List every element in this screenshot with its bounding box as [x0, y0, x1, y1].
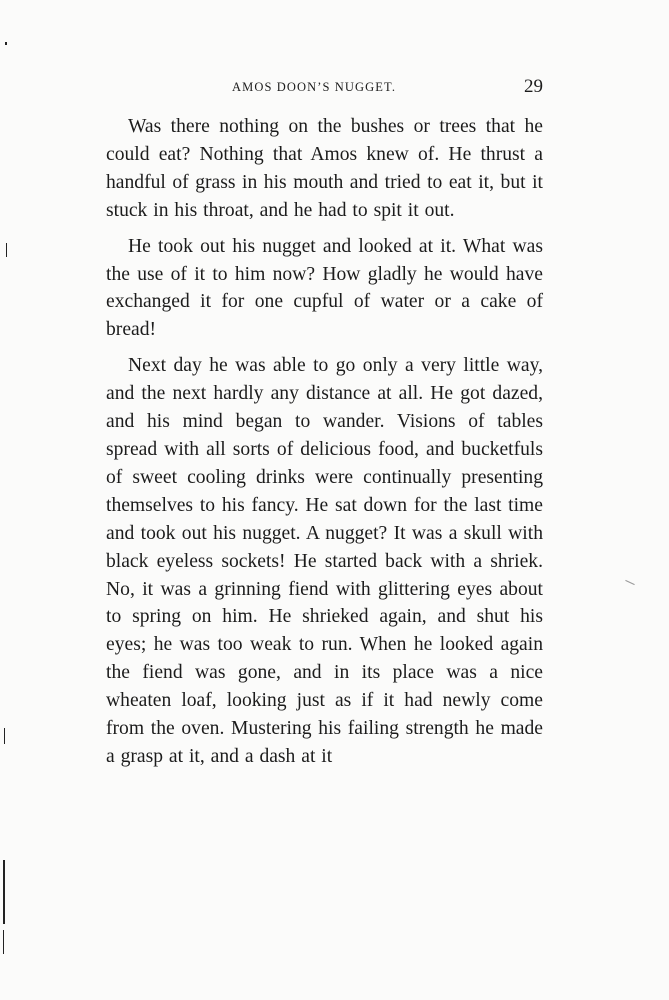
- scan-mark: [3, 930, 4, 954]
- page-header: [106, 76, 543, 104]
- paragraph-2: He took out his nugget and looked at it. What was the use of it to him now? How gladly he would have exchanged it for one cupful of water or a cake of bread!: [106, 235, 543, 341]
- paragraph-1: Was there nothing on the bushes or trees that he could eat? Nothing that Amos knew of. He thrust a handful of grass in his mouth and tried to eat it, but it stuck in his throat, and he had to spit it out.: [106, 116, 543, 221]
- page-number: 29: [524, 76, 543, 97]
- paragraph-3: Next day he was able to go only a very little way, and the next hardly any distance at all. He got dazed, and his mind began to wander. Visions of tables spread with all sorts of delicious food, and bucketfuls of sweet cooling drinks were continually presenting themselves to his fancy. He sat down for the last time and took out his nugget. A nugget? It was a skull with black eyeless sockets! He started back with a shriek. No, it was a grinning fiend with glittering eyes about to spring on him. He shrieked again, and shut his eyes; he was too weak to run. When he looked again the fiend was gone, and in its place was a nice wheaten loaf, looking just as if it had newly come from the oven. Mustering his failing strength he made a grasp at it, and a dash at it: [106, 355, 543, 767]
- scan-mark: [4, 728, 5, 744]
- scan-mark: [6, 243, 7, 257]
- scan-mark: [3, 860, 5, 924]
- scan-mark: [625, 580, 634, 585]
- running-title: AMOS DOON’S NUGGET.: [232, 80, 397, 94]
- scan-mark: [5, 42, 7, 45]
- body-text: [106, 113, 543, 779]
